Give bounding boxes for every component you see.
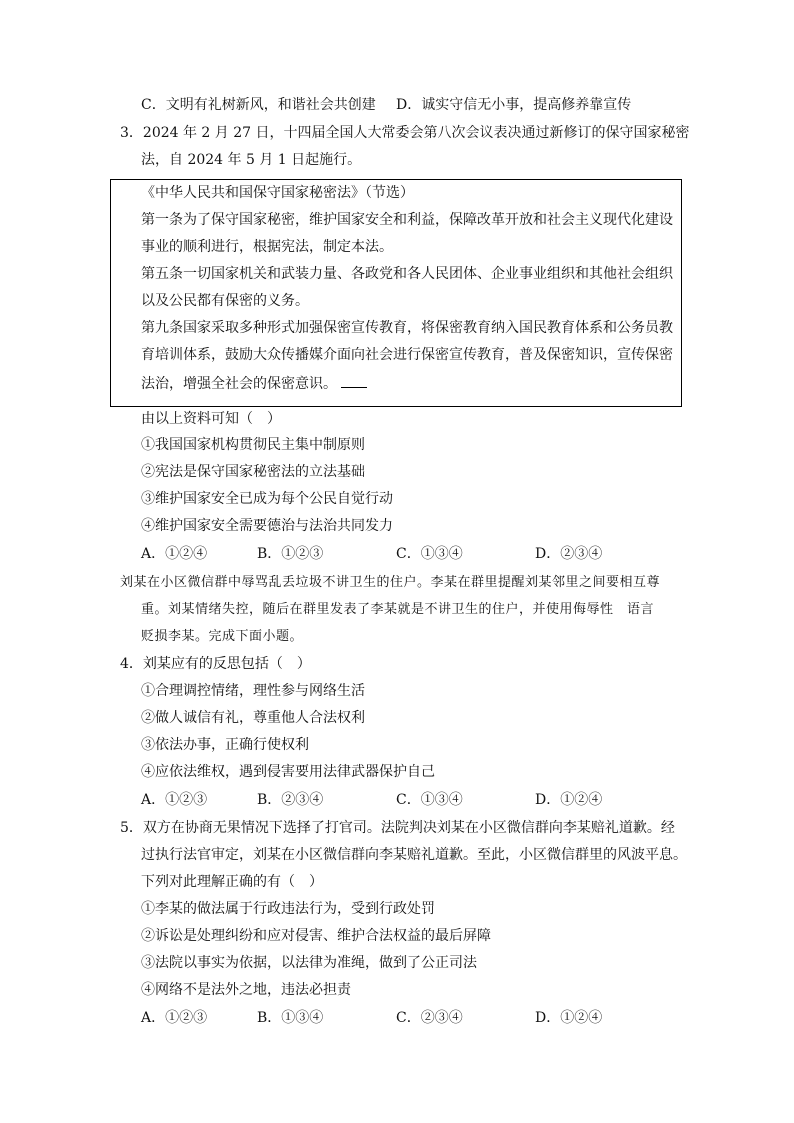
law-excerpt-line: 事业的顺利进行，根据宪法，制定本法。 <box>141 239 393 255</box>
q5-statement: ②诉讼是处理纠纷和应对侵害、维护合法权益的最后屏障 <box>141 928 491 944</box>
q4-option-b[interactable]: B．②③④ <box>257 792 324 808</box>
q3-statement: ②宪法是保守国家秘密法的立法基础 <box>141 464 365 480</box>
q5-statement: ①李某的做法属于行政违法行为，受到行政处罚 <box>141 901 435 917</box>
material-line: 刘某在小区微信群中辱骂乱丢垃圾不讲卫生的住户。李某在群里提醒刘某邻里之间要相互尊 <box>120 575 661 590</box>
q3-statement: ①我国国家机构贯彻民主集中制原则 <box>141 437 365 453</box>
q5-statement: ④网络不是法外之地，违法必担责 <box>141 982 351 998</box>
law-excerpt-title: 《中华人民共和国保守国家秘密法》（节选） <box>141 185 414 201</box>
q4-option-c[interactable]: C．①③④ <box>396 792 463 808</box>
q3-stem-line2: 法，自 2024 年 5 月 1 日起施行。 <box>141 152 362 168</box>
q3-stem-line1: 3．2024 年 2 月 27 日，十四届全国人大常委会第八次会议表决通过新修订的保守国家秘密 <box>120 125 690 141</box>
q5-stem-line: 下列对此理解正确的有（ ） <box>141 874 323 890</box>
q5-stem-line: 过执行法官审定，刘某在小区微信群向李某赔礼道歉。至此，小区微信群里的风波平息。 <box>141 847 687 863</box>
q5-option-c[interactable]: C．②③④ <box>396 1010 463 1026</box>
q4-statement: ④应依法维权，遇到侵害要用法律武器保护自己 <box>141 764 435 780</box>
q3-statement: ④维护国家安全需要德治与法治共同发力 <box>141 518 393 534</box>
q3-option-b[interactable]: B．①②③ <box>257 546 324 562</box>
law-excerpt-line: 以及公民都有保密的义务。 <box>141 293 309 309</box>
q5-option-a[interactable]: A．①②③ <box>141 1010 208 1026</box>
q2-option-d: D．诚实守信无小事，提高修养靠宣传 <box>396 97 632 113</box>
material-line: 重。刘某情绪失控，随后在群里发表了李某就是不讲卫生的住户，并使用侮辱性 语言 <box>141 602 655 617</box>
law-excerpt-line: 第五条一切国家机关和武装力量、各政党和各人民团体、企业事业组织和其他社会组织 <box>141 266 673 282</box>
q4-statement: ②做人诚信有礼，尊重他人合法权利 <box>141 710 365 726</box>
q2-option-c: C．文明有礼树新风，和谐社会共创建 <box>141 97 376 113</box>
q4-option-d[interactable]: D．①②④ <box>535 792 603 808</box>
q3-option-d[interactable]: D．②③④ <box>535 546 603 562</box>
q3-option-c[interactable]: C．①③④ <box>396 546 463 562</box>
law-excerpt-line: 第九条国家采取多种形式加强保密宣传教育，将保密教育纳入国民教育体系和公务员教 <box>141 320 673 336</box>
q3-prompt: 由以上资料可知（ ） <box>141 411 281 427</box>
answer-blank <box>341 373 367 388</box>
law-excerpt-line: 第一条为了保守国家秘密，维护国家安全和利益，保障改革开放和社会主义现代化建设 <box>141 212 673 228</box>
material-line: 贬损李某。完成下面小题。 <box>141 629 304 644</box>
law-excerpt-line: 育培训体系，鼓励大众传播媒介面向社会进行保密宣传教育，普及保密知识，宣传保密 <box>141 347 673 363</box>
q3-option-a[interactable]: A．①②④ <box>141 546 208 562</box>
q5-option-b[interactable]: B．①③④ <box>257 1010 324 1026</box>
q4-option-a[interactable]: A．①②③ <box>141 792 208 808</box>
q4-statement: ①合理调控情绪，理性参与网络生活 <box>141 683 365 699</box>
q5-statement: ③法院以事实为依据，以法律为准绳，做到了公正司法 <box>141 955 477 971</box>
q4-statement: ③依法办事，正确行使权利 <box>141 737 309 753</box>
q5-option-d[interactable]: D．①②④ <box>535 1010 603 1026</box>
q4-stem: 4．刘某应有的反思包括（ ） <box>120 656 311 672</box>
q5-stem-line: 5．双方在协商无果情况下选择了打官司。法院判决刘某在小区微信群向李某赔礼道歉。经 <box>120 820 675 836</box>
law-excerpt-last-line: 法治，增强全社会的保密意识。 <box>141 373 367 393</box>
q3-statement: ③维护国家安全已成为每个公民自觉行动 <box>141 491 393 507</box>
